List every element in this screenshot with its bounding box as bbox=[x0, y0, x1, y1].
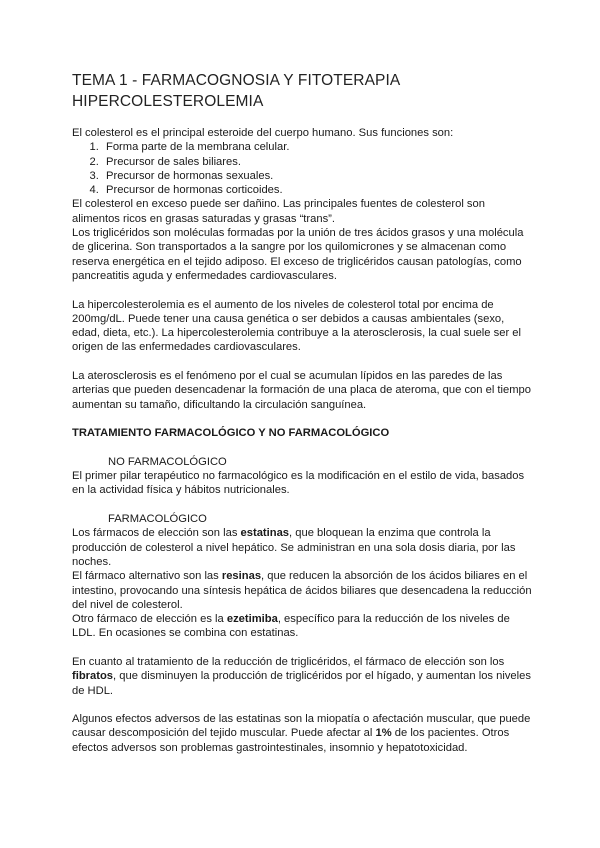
pharma-subheading: FARMACOLÓGICO bbox=[108, 513, 207, 526]
statins-paragraph: Los fármacos de elección son las estatinas, que bloquean la enzima que controla la producción de colesterol a nivel hepático. Se administran en una sola dosis diaria, por las noches. bbox=[72, 527, 516, 568]
intro-paragraph: El colesterol es el principal esteroide del cuerpo humano. Sus funciones son: bbox=[72, 127, 454, 139]
non-pharma-subheading: NO FARMACOLÓGICO bbox=[108, 455, 227, 468]
percentage-term: 1% bbox=[375, 727, 392, 740]
statins-term: estatinas bbox=[240, 527, 290, 540]
list-item: 4. Precursor de hormonas corticoides. bbox=[102, 183, 532, 197]
resins-term: resinas bbox=[221, 570, 262, 583]
hypercholesterolemia-paragraph: La hipercolesterolemia es el aumento de los niveles de colesterol total por encima de 200mg/dL. Puede tener una causa genética o ser debidos a causas ambientales (sexo, edad, dieta, etc.). La hipercolesterolemia contribuye a la aterosclerosis, la cual suele ser el origen de las enfermedades cardiovasculares. bbox=[72, 298, 521, 354]
resins-paragraph: El fármaco alternativo son las resinas, que reducen la absorción de los ácidos biliares en el intestino, provocando una síntesis hepática de ácidos biliares que desencadena la reducción del nivel de colesterol. bbox=[72, 570, 532, 611]
triglycerides-paragraph: Los triglicéridos son moléculas formadas por la unión de tres ácidos grasos y una molécula de glicerina. Son transportados a la sangre por los quilomicrones y se almacenan como reserva energética en el tejido adiposo. El exceso de triglicéridos causan patologías, como pancreatitis aguda y enfermedades cardiovasculares. bbox=[72, 227, 524, 282]
document-page bbox=[72, 70, 532, 755]
document-title bbox=[72, 70, 532, 112]
list-item: 1. Forma parte de la membrana celular. bbox=[102, 140, 532, 154]
treatment-heading: TRATAMIENTO FARMACOLÓGICO Y NO FARMACOLÓGICO bbox=[72, 427, 390, 440]
atherosclerosis-paragraph: La aterosclerosis es el fenómeno por el cual se acumulan lípidos en las paredes de las arterias que pueden desencadenar la formación de una placa de ateroma, que con el tiempo aumentan su tamaño, dificultando la circulación sanguínea. bbox=[72, 370, 531, 411]
non-pharma-paragraph: El primer pilar terapéutico no farmacológico es la modificación en el estilo de vida, basados en la actividad física y hábitos nutricionales. bbox=[72, 470, 525, 497]
fibrates-paragraph: En cuanto al tratamiento de la reducción de triglicéridos, el fármaco de elección son los fibratos, que disminuyen la producción de triglicéridos por el hígado, y aumentan los niveles de HDL. bbox=[72, 655, 531, 697]
excess-paragraph: El colesterol en exceso puede ser dañino. Las principales fuentes de colesterol son alimentos ricos en grasas saturadas y grasas “trans”. bbox=[72, 198, 485, 225]
list-item: 2. Precursor de sales biliares. bbox=[102, 155, 532, 169]
ezetimibe-paragraph: Otro fármaco de elección es la ezetimiba, específico para la reducción de los niveles de LDL. En ocasiones se combina con estatinas. bbox=[72, 613, 510, 640]
adverse-effects-paragraph: Algunos efectos adversos de las estatinas son la miopatía o afectación muscular, que puede causar descomposición del tejido muscular. Puede afectar al 1% de los pacientes. Otros efectos adversos son problemas gastrointestinales, insomnio y hepatotoxicidad. bbox=[72, 713, 531, 754]
fibrates-term: fibratos bbox=[72, 670, 114, 683]
title-line-2: HIPERCOLESTEROLEMIA bbox=[72, 93, 264, 110]
list-item: 3. Precursor de hormonas sexuales. bbox=[102, 169, 532, 183]
ezetimibe-term: ezetimiba bbox=[226, 613, 278, 626]
title-line-1: TEMA 1 - FARMACOGNOSIA Y FITOTERAPIA bbox=[72, 72, 401, 89]
functions-list bbox=[72, 140, 532, 197]
